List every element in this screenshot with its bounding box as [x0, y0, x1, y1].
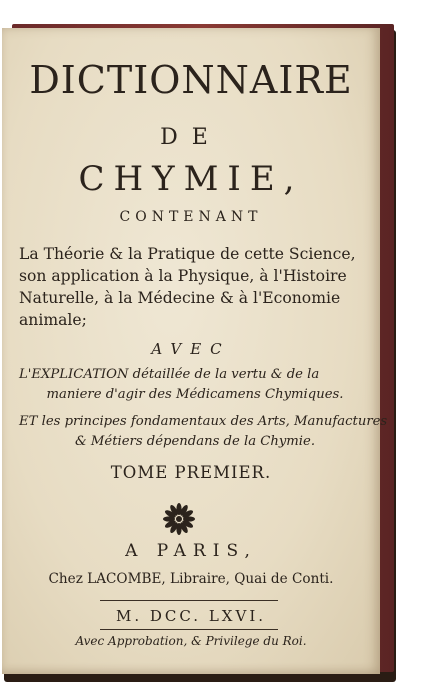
- title-de: DE: [160, 125, 222, 150]
- description-line: La Théorie & la Pratique de cette Science,: [19, 245, 356, 263]
- principes-line: & Métiers dépendans de la Chymie.: [74, 434, 316, 449]
- explication-line: maniere d'agir des Médicamens Chymiques.: [46, 387, 344, 402]
- description-paragraph: [19, 243, 371, 331]
- explication-paragraph: [19, 365, 371, 405]
- tome-label: TOME PREMIER.: [110, 463, 272, 482]
- principes-line: ET les principes fondamentaux des Arts, Manufactures: [19, 414, 388, 429]
- floral-ornament-icon: [162, 502, 196, 536]
- explication-line: L'EXPLICATION détaillée de la vertu & de la: [19, 367, 320, 382]
- bottom-rule: [100, 629, 278, 630]
- description-line: Naturelle, à la Médecine & à l'Economie: [19, 289, 341, 307]
- top-rule: [100, 600, 278, 601]
- contenant-label: CONTENANT: [119, 209, 263, 225]
- principes-paragraph: [19, 412, 388, 452]
- date-label: M. DCC. LXVI.: [115, 607, 267, 625]
- avec-label: AVEC: [151, 340, 231, 358]
- publisher-label: Chez LACOMBE, Libraire, Quai de Conti.: [48, 571, 334, 587]
- description-line: son application à la Physique, à l'Histoire: [19, 267, 347, 285]
- description-line: animale;: [19, 311, 87, 329]
- book-title: DICTIONNAIRE: [29, 58, 353, 102]
- title-page: [2, 28, 388, 674]
- city-label: A PARIS,: [125, 541, 257, 561]
- title-chymie: CHYMIE,: [78, 159, 304, 199]
- privilege-label: Avec Approbation, & Privilege du Roi.: [75, 634, 307, 648]
